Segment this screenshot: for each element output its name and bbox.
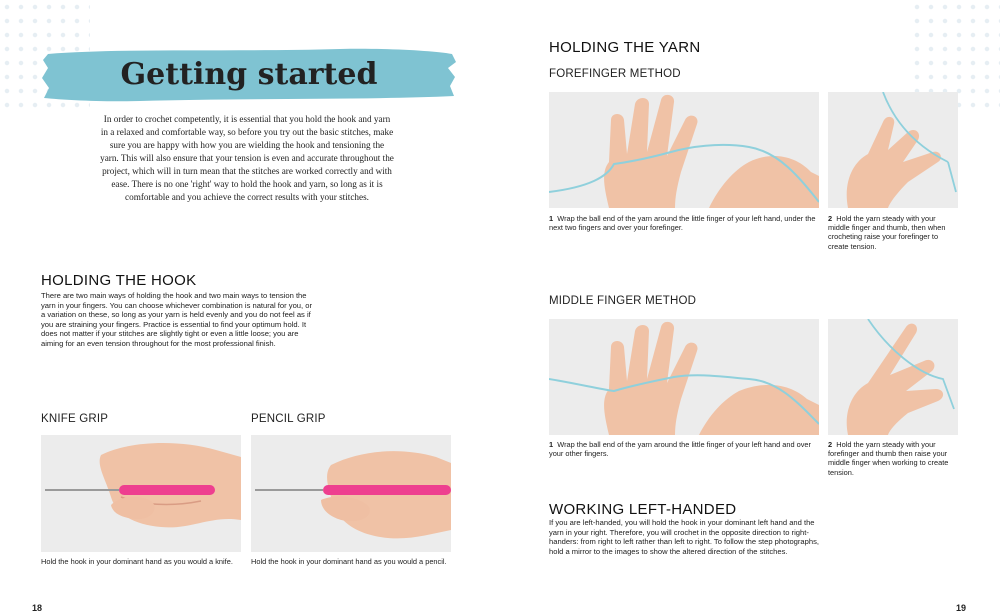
- middle-finger-step1-caption: [549, 440, 819, 458]
- intro-paragraph: In order to crochet competently, it is essential that you hold the hook and yarn in a relaxed and comfortable way, so before you try out the basic stitches, make sure you are happy with how you are wielding the hook and tensioning the yarn. This will also ensure that your tension is even and accurate throughout the project, which will in turn mean that the stitches are worked correctly and with ease. There is no one 'right' way to hold the hook and yarn, so long as it is comfortable and you achieve the correct results with your stitches.: [100, 114, 394, 202]
- knife-grip-heading: KNIFE GRIP: [41, 413, 109, 425]
- middle-finger-step1-photo: [549, 319, 819, 435]
- holding-hook-body: There are two main ways of holding the hook and two main ways to tension the yarn in your fingers. You can choose whichever combination is natural for you, or a variation on these, so long as your yarn is held evenly and you do not feel as if you are straining your fingers. Practice is essential to find your optimum hold. It does not matter if your stitches are slightly tight or even a little loose; you are aiming for an even tension throughout for the most professional finish.: [41, 291, 312, 348]
- page-number-left: 18: [32, 603, 43, 613]
- middle-finger-method-heading: MIDDLE FINGER METHOD: [549, 295, 697, 307]
- step-text: Hold the yarn steady with your middle finger and thumb, then when crocheting raise your forefinger to create tension.: [828, 214, 946, 251]
- step-text: Wrap the ball end of the yarn around the little finger of your left hand and over your other fingers.: [549, 440, 812, 459]
- middle-finger-step2-photo: [828, 319, 958, 435]
- pencil-grip-caption: Hold the hook in your dominant hand as you would a pencil.: [251, 557, 447, 566]
- forefinger-step2-photo: [828, 92, 958, 208]
- knife-grip-photo: [41, 435, 241, 552]
- forefinger-step1-caption: [549, 214, 817, 232]
- step-text: Wrap the ball end of the yarn around the little finger of your left hand, under the next two fingers and over your forefinger.: [549, 214, 816, 233]
- step-text: Hold the yarn steady with your forefinger and thumb then raise your middle finger when working to create tension.: [828, 440, 949, 477]
- pencil-grip-photo: [251, 435, 451, 552]
- holding-hook-heading: HOLDING THE HOOK: [41, 272, 197, 289]
- page-title: Getting started: [120, 56, 378, 92]
- working-left-handed-body: If you are left-handed, you will hold the hook in your dominant left hand and the yarn in your right. Therefore, you will crochet in the opposite direction to right-handers: from right to left rather than left to right. To follow the step photographs, hold a mirror to the images to show the altered direction of the stitches.: [549, 518, 820, 556]
- pencil-grip-heading: PENCIL GRIP: [251, 413, 326, 425]
- holding-yarn-heading: HOLDING THE YARN: [549, 39, 701, 56]
- working-left-handed-heading: WORKING LEFT-HANDED: [549, 501, 737, 518]
- step-number: 2: [828, 440, 833, 449]
- page-number-right: 19: [956, 603, 967, 613]
- forefinger-step1-photo: [549, 92, 819, 208]
- step-number: 2: [828, 214, 833, 223]
- middle-finger-step2-caption: [828, 440, 958, 477]
- step-number: 1: [549, 440, 554, 449]
- step-number: 1: [549, 214, 554, 223]
- knife-grip-caption: Hold the hook in your dominant hand as you would a knife.: [41, 557, 233, 566]
- forefinger-step2-caption: [828, 214, 958, 251]
- forefinger-method-heading: FOREFINGER METHOD: [549, 68, 681, 80]
